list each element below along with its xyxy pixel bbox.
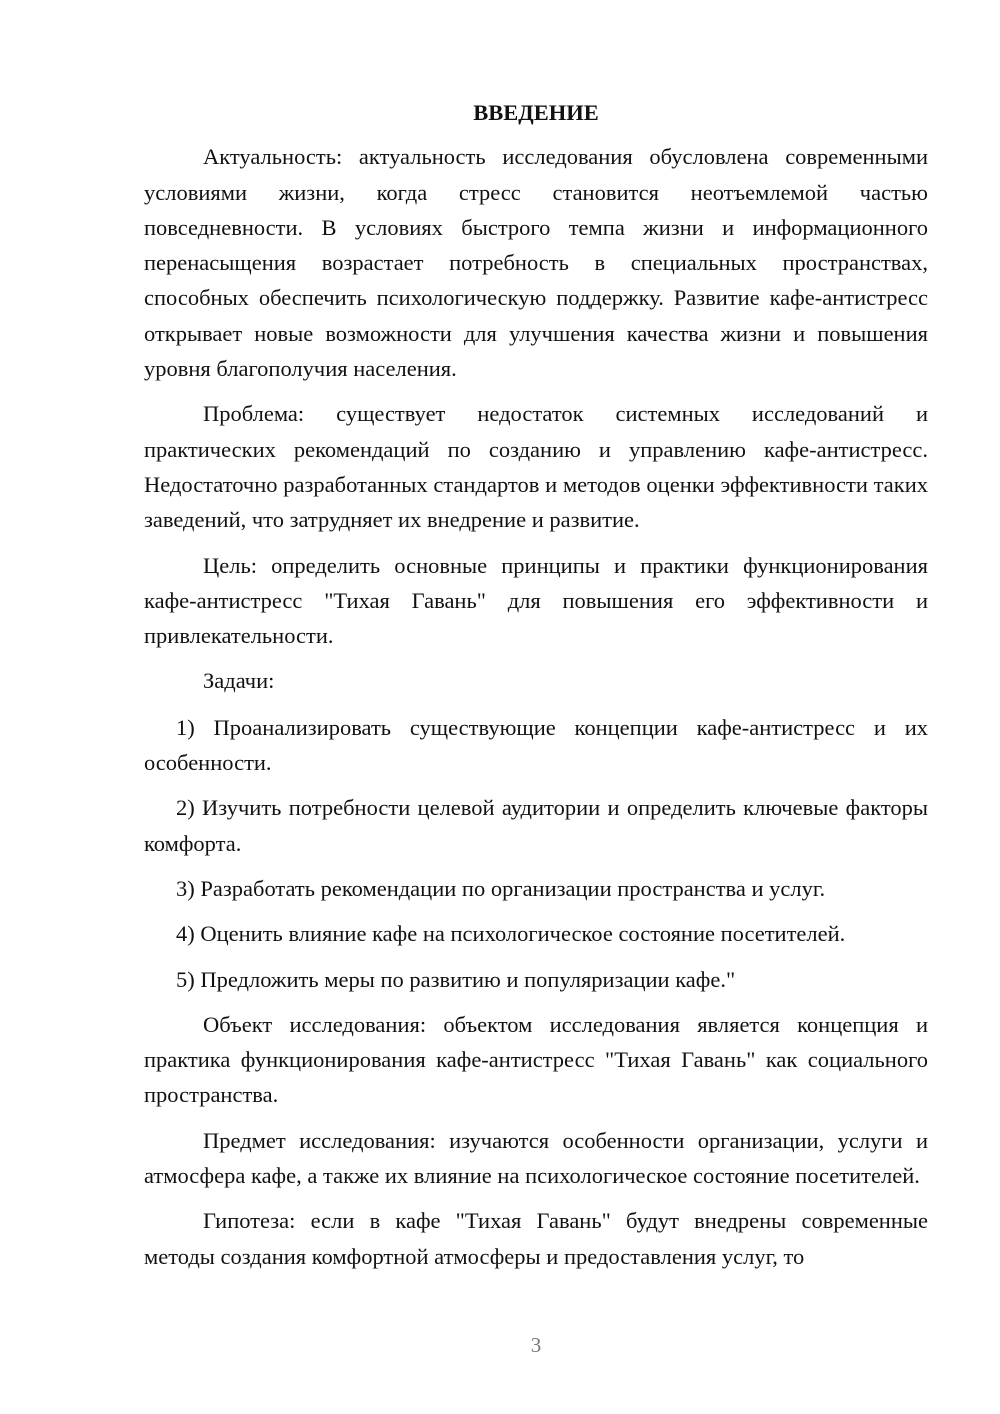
object-paragraph: Объект исследования: объектом исследования является концепция и практика функционирования кафе-антистресс "Тихая Гавань" как социального пространства. [144,1011,928,1108]
subject-paragraph: Предмет исследования: изучаются особенности организации, услуги и атмосфера кафе, а также их влияние на психологическое состояние посетителей. [144,1127,928,1189]
task-item-3: 3) Разработать рекомендации по организации пространства и услуг. [176,875,826,901]
section-title: ВВЕДЕНИЕ [473,100,599,125]
page-content [144,95,928,1284]
tasks-heading: Задачи: [203,668,275,694]
goal-paragraph: Цель: определить основные принципы и практики функционирования кафе-антистресс "Тихая Гавань" для повышения его эффективности и привлекательности. [144,552,928,649]
task-item-4: 4) Оценить влияние кафе на психологическое состояние посетителей. [176,921,846,947]
task-item-1: 1) Проанализировать существующие концепции кафе-антистресс и их особенности. [144,714,928,776]
relevance-paragraph: Актуальность: актуальность исследования обусловлена современными условиями жизни, когда стресс становится неотъемлемой частью повседневности. В условиях быстрого темпа жизни и информационного перенасыщения возрастает потребность в специальных пространствах, способных обеспечить психологическую поддержку. Развитие кафе-антистресс открывает новые возможности для улучшения качества жизни и повышения уровня благополучия населения. [144,144,928,382]
problem-paragraph: Проблема: существует недостаток системных исследований и практических рекомендаций по созданию и управлению кафе-антистресс. Недостаточно разработанных стандартов и методов оценки эффективности таких заведений, что затрудняет их внедрение и развитие. [144,401,928,533]
task-item-2: 2) Изучить потребности целевой аудитории и определить ключевые факторы комфорта. [144,795,928,856]
task-item-5: 5) Предложить меры по развитию и популяризации кафе." [176,966,736,992]
page-number: 3 [530,1333,542,1357]
hypothesis-paragraph: Гипотеза: если в кафе "Тихая Гавань" будут внедрены современные методы создания комфортной атмосферы и предоставления услуг, то [144,1208,928,1269]
